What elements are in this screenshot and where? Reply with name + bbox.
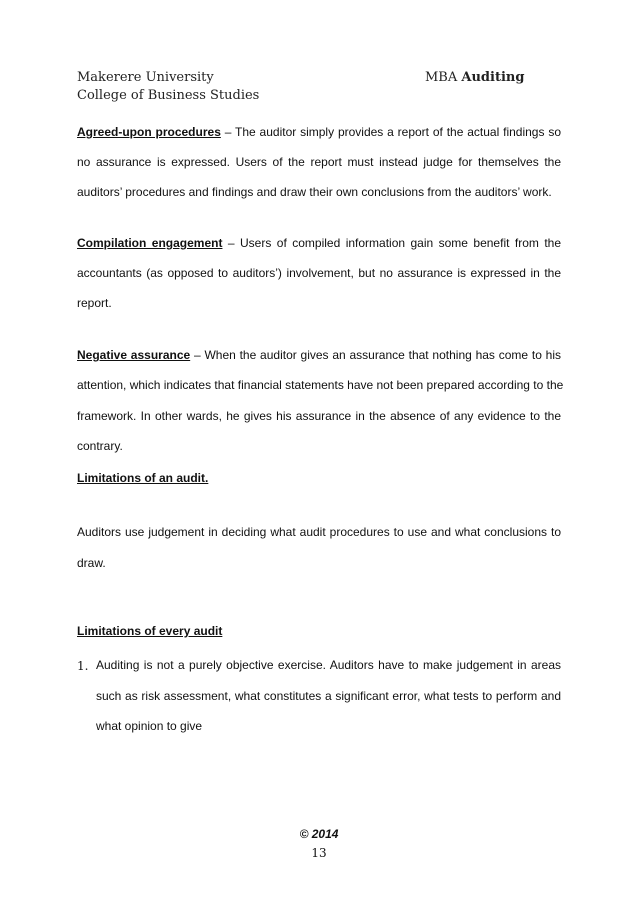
paragraph-compilation-line-1: [77, 237, 561, 250]
list-item-line-1: Auditing is not a purely objective exercise. Auditors have to make judgement in areas: [96, 658, 561, 672]
header-course: [425, 70, 524, 85]
paragraph-negative-line-1: [77, 349, 561, 362]
header-college: College of Business Studies: [77, 88, 260, 103]
heading-limitations-of-every-audit: Limitations of every audit: [77, 624, 223, 638]
header-course-prefix: MBA: [425, 70, 462, 85]
agreed-text-1: – The auditor simply provides a report of the actual findings so: [220, 125, 561, 139]
paragraph-limitations-line-2: draw.: [77, 556, 106, 570]
paragraph-agreed-line-2: no assurance is expressed. Users of the report must instead judge for themselves the: [77, 155, 561, 169]
paragraph-limitations-line-1: Auditors use judgement in deciding what audit procedures to use and what conclusions to: [77, 525, 561, 539]
negative-text-1: – When the auditor gives an assurance that nothing has come to his: [190, 348, 561, 362]
compilation-text-1: – Users of compiled information gain some benefit from the: [222, 236, 562, 250]
paragraph-negative-line-2: attention, which indicates that financial statements have not been prepared according to the: [77, 378, 564, 392]
list-item-line-3: what opinion to give: [96, 719, 203, 733]
term-compilation-engagement: Compilation engagement: [77, 236, 223, 250]
paragraph-agreed-line-3: auditors’ procedures and findings and draw their own conclusions from the auditors’ work.: [77, 185, 552, 199]
heading-limitations-of-an-audit: Limitations of an audit.: [77, 471, 209, 485]
list-item-number: 1.: [77, 659, 89, 673]
paragraph-negative-line-3: framework. In other wards, he gives his assurance in the absence of any evidence to the: [77, 409, 561, 423]
footer-copyright: © 2014: [299, 827, 339, 841]
term-agreed-upon-procedures: Agreed-upon procedures: [77, 125, 221, 139]
paragraph-negative-line-4: contrary.: [77, 439, 123, 453]
list-item-line-2: such as risk assessment, what constitutes a significant error, what tests to perform and: [96, 689, 561, 703]
term-negative-assurance: Negative assurance: [77, 348, 191, 362]
paragraph-compilation-line-3: report.: [77, 296, 112, 310]
footer-page-number: 13: [311, 846, 327, 860]
header-course-name: Auditing: [461, 70, 525, 85]
paragraph-agreed-line-1: [77, 126, 561, 139]
paragraph-compilation-line-2: accountants (as opposed to auditors’) involvement, but no assurance is expressed in the: [77, 266, 561, 280]
header-university: Makerere University: [77, 70, 214, 85]
